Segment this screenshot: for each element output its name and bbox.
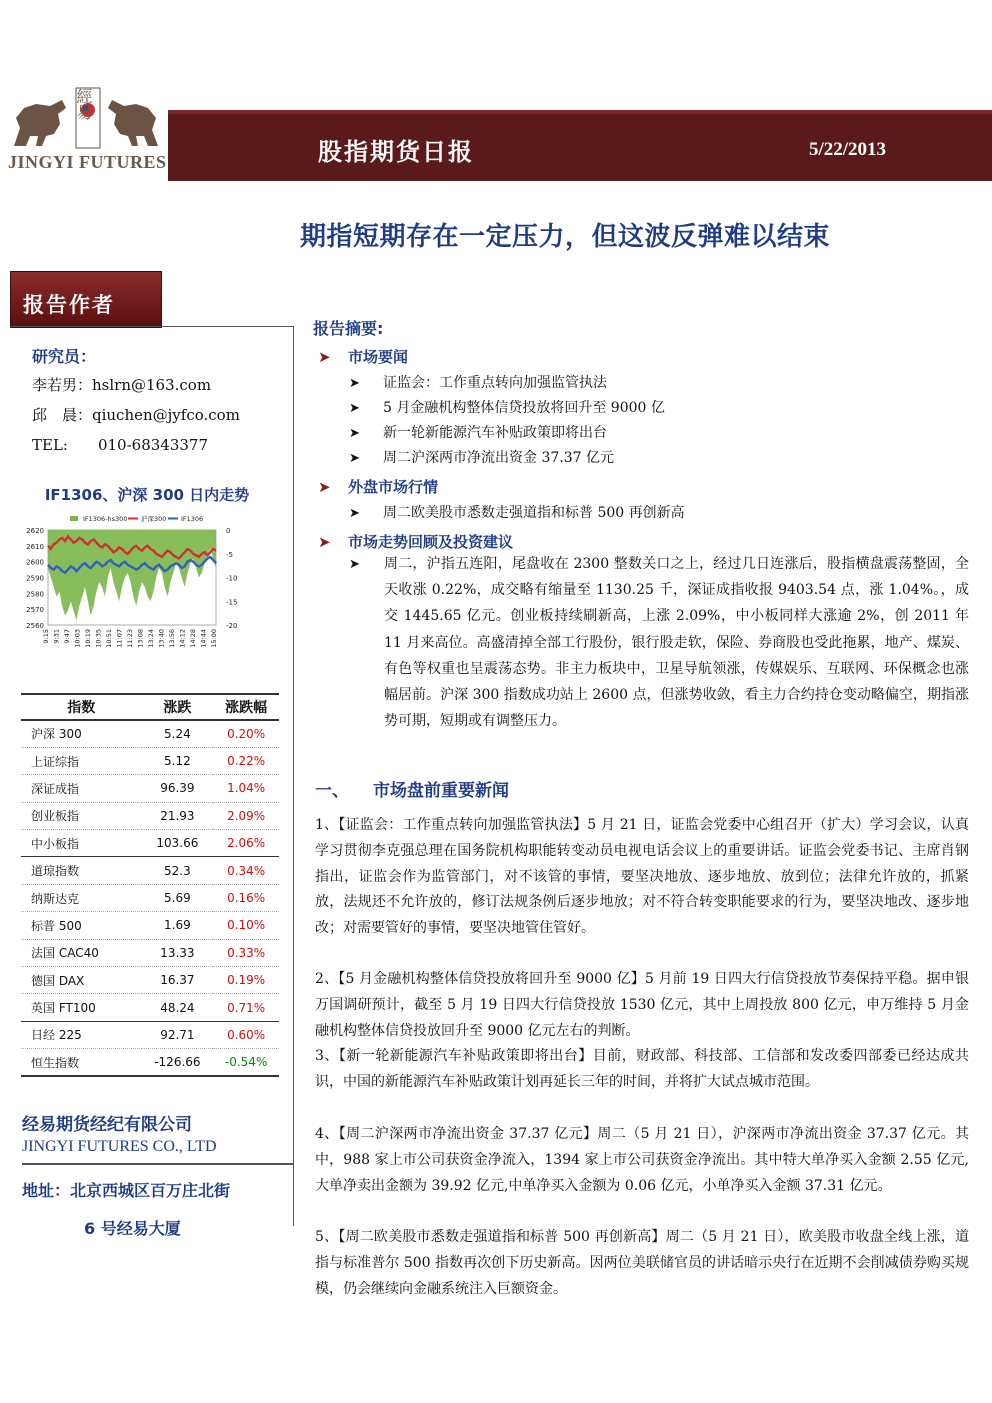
pct-cell: 0.16% <box>213 884 279 911</box>
index-table <box>21 693 279 1077</box>
change-cell: -126.66 <box>142 1049 214 1076</box>
pct-cell: 0.20% <box>213 720 279 747</box>
change-cell: 5.12 <box>142 747 214 774</box>
section-number: 一、 <box>315 781 349 801</box>
logo-text: JINGYI FUTURES <box>8 152 167 172</box>
intraday-chart <box>10 510 294 690</box>
legend-label: IF1306-hs300 <box>83 515 128 523</box>
change-cell: 48.24 <box>142 994 214 1021</box>
x-tick-label: 13:40 <box>157 629 166 648</box>
pct-cell: -0.54% <box>213 1049 279 1076</box>
y-right-tick-label: -20 <box>226 622 238 630</box>
divider <box>10 326 294 327</box>
x-tick-label: 10:03 <box>73 629 82 648</box>
headline: 期指短期存在一定压力，但这波反弹难以结束 <box>300 222 831 252</box>
index-name-cell: 法国 CAC40 <box>21 939 142 966</box>
x-tick-label: 10:19 <box>84 629 92 648</box>
x-tick-label: 10:35 <box>94 629 103 648</box>
change-cell: 1.69 <box>142 912 214 939</box>
table-row <box>21 884 279 911</box>
change-cell: 5.69 <box>142 884 214 911</box>
contact-line: TEL: 010-68343377 <box>32 436 209 454</box>
x-tick-label: 13:24 <box>147 629 155 648</box>
arrow-icon: ➤ <box>318 533 331 551</box>
chevron-right-icon: ➤ <box>349 506 360 521</box>
summary-item <box>349 397 665 417</box>
y-right-tick-label: 0 <box>226 527 231 535</box>
market-review-paragraph: 周二，沪指五连阳，尾盘收在 2300 整数关口之上，经过几日连涨后，股指横盘震荡整固，全天收涨 0.22%，成交略有缩量至 1130.25 千，深证成指收报 9403.54 点，涨 1.04%。，成交 1445.65 亿元。创业板持续刷新高，上涨 2.09%，中小板同样大涨逾 2%，创 2011 年 11 月来高位。高盛清掉全部工行股份，银行股走软，保险、券商股也受此拖累，地产、煤炭、有色等权重也呈震荡态势。非主力板块中，卫星导航领涨，传媒娱乐、互联网、环保概念也涨幅居前。沪深 300 指数成功站上 2600 点，但涨势收敛，看主力合约持仓变动略偏空，期指涨势可期，短期或有调整压力。 <box>384 556 969 730</box>
summary-section-heading <box>318 531 513 552</box>
summary-section-heading <box>318 476 438 497</box>
summary-item-marker <box>349 556 383 572</box>
x-tick-label: 9:47 <box>63 629 71 644</box>
index-name-cell: 道琼指数 <box>21 857 142 884</box>
company-name-cn: 经易期货经纪有限公司 <box>22 1115 192 1135</box>
pct-cell: 0.10% <box>213 912 279 939</box>
x-tick-label: 14:44 <box>199 629 208 648</box>
summary-item <box>349 502 685 522</box>
summary-item-text: 证监会：工作重点转向加强监管执法 <box>383 375 607 391</box>
chevron-right-icon: ➤ <box>349 557 360 572</box>
y-left-tick-label: 2610 <box>26 542 44 551</box>
table-row <box>21 1021 279 1048</box>
x-tick-label: 13:08 <box>136 629 145 648</box>
section-heading <box>315 776 509 801</box>
table-header-row <box>21 694 279 720</box>
summary-item-text: 周二沪深两市净流出资金 37.37 亿元 <box>383 450 614 466</box>
column-divider <box>293 326 294 1226</box>
change-cell: 5.24 <box>142 720 214 747</box>
contact-line: 李若男：hslrn@163.com <box>32 376 212 394</box>
pct-cell: 0.22% <box>213 747 279 774</box>
author-tab-label: 报告作者 <box>23 293 115 317</box>
arrow-icon: ➤ <box>318 478 331 496</box>
y-right-tick-label: -5 <box>226 550 233 559</box>
x-tick-label: 11:23 <box>126 629 134 648</box>
y-right-tick-label: -15 <box>226 598 238 607</box>
summary-item <box>349 447 614 467</box>
change-cell: 103.66 <box>142 830 214 857</box>
news-paragraph: 3、【新一轮新能源汽车补贴政策即将出台】目前，财政部、科技部、工信部和发改委四部委已经达成共识，中国的新能源汽车补贴政策计划再延长三年的时间，并将扩大试点城市范围。 <box>315 1048 969 1090</box>
table-row <box>21 994 279 1021</box>
pct-cell: 0.19% <box>213 967 279 994</box>
x-tick-label: 13:56 <box>168 629 176 648</box>
column-header: 涨跌 <box>142 694 214 720</box>
x-tick-label: 11:07 <box>115 629 124 648</box>
summary-item-text: 新一轮新能源汽车补贴政策即将出台 <box>383 425 607 441</box>
chevron-right-icon: ➤ <box>349 426 360 441</box>
news-paragraph: 4、【周二沪深两市净流出资金 37.37 亿元】周二（5 月 21 日），沪深两市净流出资金 37.37 亿元。其中，988 家上市公司获资金净流入，1394 家上市公司获资金净流出。其中特大单净买入金额 2.55 亿元,大单净卖出金额为 39.92 亿元,中单净买入金额为 0.06 亿元，小单净买入金额 37.31 亿元。 <box>315 1126 969 1194</box>
y-left-tick-label: 2580 <box>26 590 44 599</box>
divider <box>22 1163 294 1165</box>
y-left-tick-label: 2590 <box>26 574 44 583</box>
index-name-cell: 创业板指 <box>21 802 142 829</box>
table-row <box>21 747 279 774</box>
address-line: 6 号经易大厦 <box>84 1219 181 1238</box>
pct-cell: 0.71% <box>213 994 279 1021</box>
summary-item <box>349 422 607 442</box>
y-left-tick-label: 2620 <box>26 527 44 535</box>
chevron-right-icon: ➤ <box>349 451 360 466</box>
index-name-cell: 恒生指数 <box>21 1049 142 1076</box>
y-right-tick-label: -10 <box>226 574 238 583</box>
index-name-cell: 日经 225 <box>21 1021 142 1048</box>
section-title: 市场盘前重要新闻 <box>373 781 509 801</box>
column-header: 涨跌幅 <box>213 694 279 720</box>
chevron-right-icon: ➤ <box>349 376 360 391</box>
table-row <box>21 775 279 802</box>
chart-svg <box>10 510 294 690</box>
index-name-cell: 沪深 300 <box>21 720 142 747</box>
change-cell: 21.93 <box>142 802 214 829</box>
news-paragraph: 1、【证监会：工作重点转向加强监管执法】5 月 21 日，证监会党委中心组召开（扩大）学习会议，认真学习贯彻李克强总理在国务院机构职能转变动员电视电话会议上的重要讲话。证监会党委书记、主席肖钢指出，证监会作为监管部门，对不该管的事情，要坚决地放、逐步地放、放到位；法律允许放的，抓紧放，法规还不允许放的，修订法规条例后逐步地放；对不符合转变职能要求的行为，要坚决地改、逐步地改；对需要管好的事情，要坚决地管住管好。 <box>315 817 969 937</box>
index-name-cell: 纳斯达克 <box>21 884 142 911</box>
legend-label: 沪深300 <box>141 515 167 523</box>
change-cell: 96.39 <box>142 775 214 802</box>
index-name-cell: 标普 500 <box>21 912 142 939</box>
index-name-cell: 中小板指 <box>21 830 142 857</box>
news-paragraph: 5、【周二欧美股市悉数走强道指和标普 500 再创新高】周二（5 月 21 日），欧美股市收盘全线上涨，道指与标准普尔 500 指数再次创下历史新高。因两位美联储官员的讲话暗示央行在近期不会削减债券购买规模，仍会继续向金融系统注入巨额资金。 <box>315 1229 969 1297</box>
author-tab <box>10 271 162 328</box>
section-heading-text: 市场要闻 <box>348 348 409 366</box>
index-name-cell: 德国 DAX <box>21 967 142 994</box>
column-header: 指数 <box>21 694 142 720</box>
change-cell: 52.3 <box>142 857 214 884</box>
arrow-icon: ➤ <box>318 348 331 366</box>
index-name-cell: 深证成指 <box>21 775 142 802</box>
researcher-label: 研究员： <box>32 347 97 366</box>
pct-cell: 0.34% <box>213 857 279 884</box>
legend-swatch <box>70 516 78 521</box>
report-title: 股指期货日报 <box>318 138 474 166</box>
y-left-tick-label: 2600 <box>26 558 44 567</box>
address-line: 地址：北京西城区百万庄北街 <box>22 1181 231 1200</box>
x-tick-label: 15:00 <box>210 629 218 648</box>
index-name-cell: 上证综指 <box>21 747 142 774</box>
x-tick-label: 9:15 <box>42 629 50 644</box>
x-tick-label: 14:28 <box>189 629 197 648</box>
y-left-tick-label: 2560 <box>26 622 44 630</box>
summary-item <box>349 372 607 392</box>
company-name-en: JINGYI FUTURES CO., LTD <box>22 1138 217 1155</box>
y-left-tick-label: 2570 <box>26 606 44 615</box>
section-heading-text: 市场走势回顾及投资建议 <box>348 533 514 551</box>
pct-cell: 2.09% <box>213 802 279 829</box>
x-tick-label: 9:31 <box>52 629 61 644</box>
table-row <box>21 1049 279 1076</box>
pct-cell: 0.33% <box>213 939 279 966</box>
summary-section-heading <box>318 346 408 367</box>
header-banner <box>168 110 992 181</box>
summary-title: 报告摘要: <box>313 319 384 338</box>
pct-cell: 0.60% <box>213 1021 279 1048</box>
summary-item-text: 5 月金融机构整体信贷投放将回升至 9000 亿 <box>383 400 665 416</box>
pct-cell: 1.04% <box>213 775 279 802</box>
legend-label: IF1306 <box>181 515 204 523</box>
pct-cell: 2.06% <box>213 830 279 857</box>
chart-title: IF1306、沪深 300 日内走势 <box>44 486 250 504</box>
news-paragraph: 2、【5 月金融机构整体信贷投放将回升至 9000 亿】5 月前 19 日四大行信贷投放节奏保持平稳。据申银万国调研预计，截至 5 月 19 日四大行信贷投放 1530 亿元，其中上周投放 800 亿元，申万维持 5 月金融机构整体信贷投放回升至 9000 亿元左右的判断。 <box>315 971 969 1039</box>
index-name-cell: 英国 FT100 <box>21 994 142 1021</box>
x-tick-label: 14:12 <box>178 629 187 648</box>
section-heading-text: 外盘市场行情 <box>348 478 439 496</box>
change-cell: 13.33 <box>142 939 214 966</box>
table-row <box>21 720 279 747</box>
table-row <box>21 967 279 994</box>
x-tick-label: 10:51 <box>105 629 113 648</box>
change-cell: 92.71 <box>142 1021 214 1048</box>
table-row <box>21 830 279 857</box>
contact-line: 邱 晨：qiuchen@jyfco.com <box>32 406 240 424</box>
table-row <box>21 939 279 966</box>
summary-item-text: 周二欧美股市悉数走强道指和标普 500 再创新高 <box>383 505 685 521</box>
chevron-right-icon: ➤ <box>349 401 360 416</box>
table-row <box>21 857 279 884</box>
report-date: 5/22/2013 <box>808 139 886 160</box>
change-cell: 16.37 <box>142 967 214 994</box>
logo-glyphs: 經易 <box>74 88 93 120</box>
table-row <box>21 802 279 829</box>
table-row <box>21 912 279 939</box>
